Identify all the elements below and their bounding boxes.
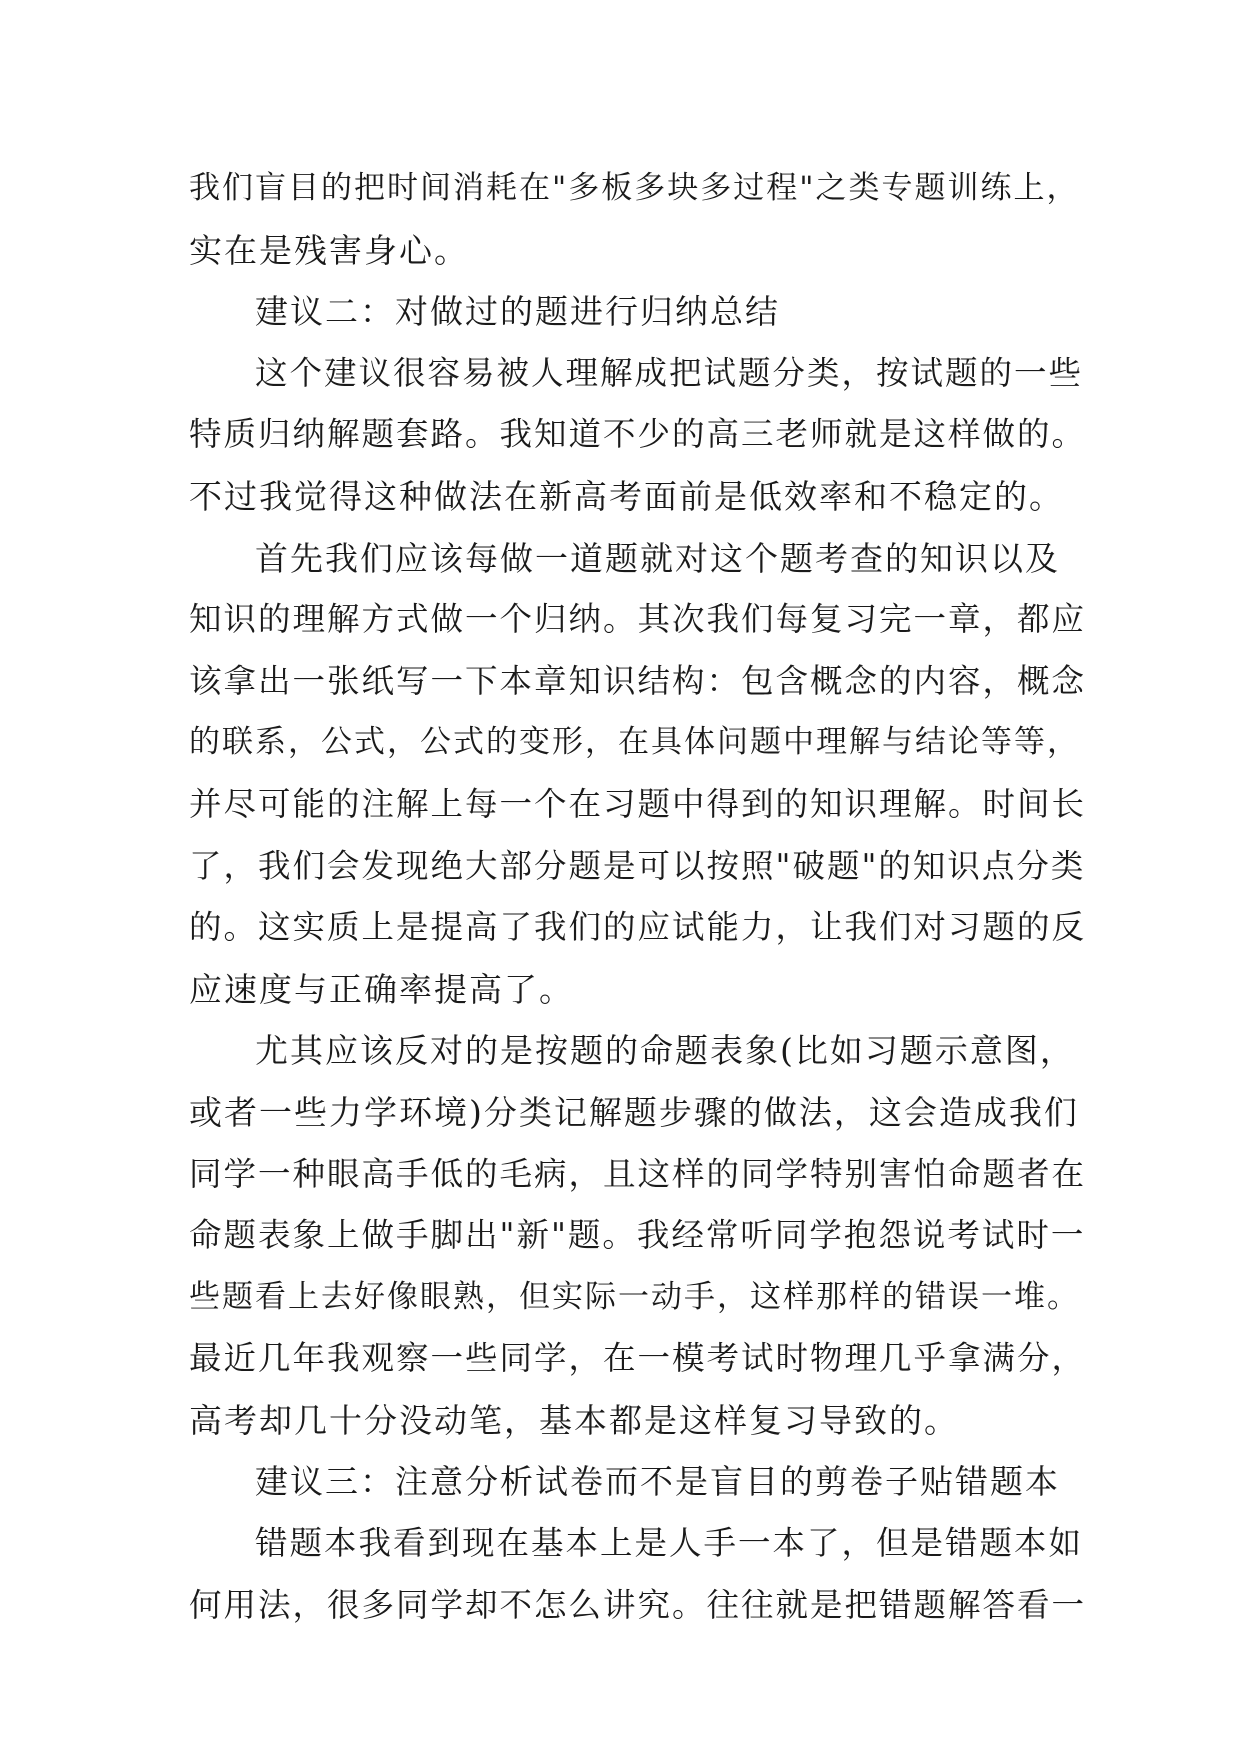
text-line: 高考却几十分没动笔，基本都是这样复习导致的。 [189, 1400, 959, 1440]
text-line: 些题看上去好像眼熟，但实际一动手，这样那样的错误一堆。 [189, 1278, 1080, 1315]
section-heading: 建议三：注意分析试卷而不是盲目的剪卷子贴错题本 [255, 1462, 1060, 1502]
text-line: 或者一些力学环境)分类记解题步骤的做法，这会造成我们 [189, 1092, 1079, 1132]
text-line: 我们盲目的把时间消耗在"多板多块多过程"之类专题训练上， [189, 170, 1080, 206]
text-line: 的。这实质上是提高了我们的应试能力，让我们对习题的反 [189, 908, 1087, 947]
text-line: 这个建议很容易被人理解成把试题分类，按试题的一些 [255, 353, 1084, 392]
text-line: 了，我们会发现绝大部分题是可以按照"破题"的知识点分类 [189, 846, 1086, 885]
text-line: 尤其应该反对的是按题的命题表象(比如习题示意图， [255, 1031, 1075, 1071]
text-line: 何用法，很多同学却不怎么讲究。往往就是把错题解答看一 [189, 1585, 1087, 1624]
text-line: 不过我觉得这种做法在新高考面前是低效率和不稳定的。 [189, 476, 1064, 516]
text-line: 同学一种眼高手低的毛病，且这样的同学特别害怕命题者在 [189, 1154, 1087, 1193]
text-line: 实在是残害身心。 [189, 230, 469, 270]
text-line: 最近几年我观察一些同学，在一模考试时物理几乎拿满分， [189, 1339, 1087, 1378]
text-line: 知识的理解方式做一个归纳。其次我们每复习完一章，都应 [189, 600, 1087, 639]
text-line: 应速度与正确率提高了。 [189, 969, 574, 1009]
text-line: 的联系，公式，公式的变形，在具体问题中理解与结论等等， [189, 724, 1080, 761]
text-line: 首先我们应该每做一道题就对这个题考查的知识以及 [255, 538, 1060, 578]
section-heading: 建议二：对做过的题进行归纳总结 [255, 292, 780, 332]
text-line: 错题本我看到现在基本上是人手一本了，但是错题本如 [255, 1524, 1084, 1563]
text-line: 命题表象上做手脚出"新"题。我经常听同学抱怨说考试时一 [189, 1216, 1086, 1255]
body-text [189, 158, 1089, 1636]
text-line: 特质归纳解题套路。我知道不少的高三老师就是这样做的。 [189, 415, 1087, 454]
text-line: 并尽可能的注解上每一个在习题中得到的知识理解。时间长 [189, 784, 1087, 823]
text-line: 该拿出一张纸写一下本章知识结构：包含概念的内容，概念 [189, 661, 1087, 700]
